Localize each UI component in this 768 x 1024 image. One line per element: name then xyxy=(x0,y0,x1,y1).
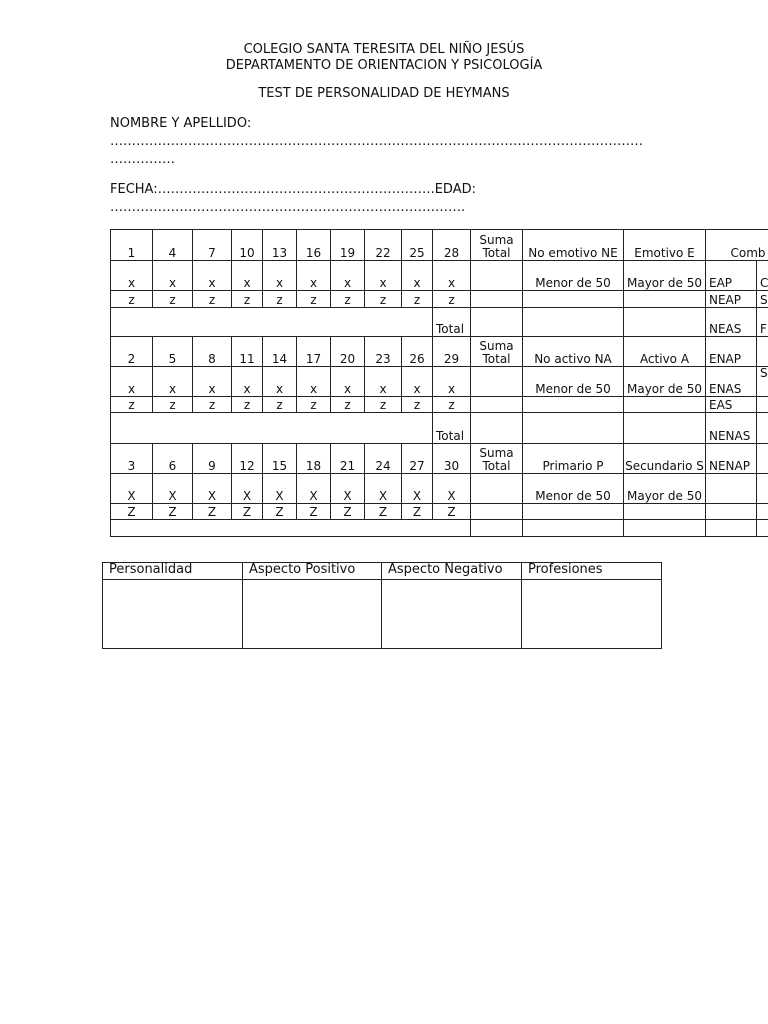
question-number: 6 xyxy=(153,444,193,474)
z-mark[interactable]: Z xyxy=(232,504,263,520)
z-mark[interactable]: z xyxy=(153,291,193,308)
z-mark[interactable]: z xyxy=(263,291,297,308)
x-mark[interactable]: x xyxy=(297,367,331,397)
block1-z-row xyxy=(111,291,768,308)
x-mark[interactable]: X xyxy=(232,474,263,504)
emotivo-header: Emotivo E xyxy=(624,230,706,261)
z-mark[interactable]: Z xyxy=(193,504,232,520)
aspecto-negativo-header: Aspecto Negativo xyxy=(382,563,522,580)
name-label: NOMBRE Y APELLIDO: xyxy=(110,116,252,131)
z-mark[interactable]: Z xyxy=(263,504,297,520)
empty-cell xyxy=(757,474,768,504)
block2-x-row xyxy=(111,367,768,397)
block2-number-row xyxy=(111,337,768,367)
question-number: 26 xyxy=(402,337,433,367)
block1-x-row xyxy=(111,261,768,291)
suma-total-header: Suma Total xyxy=(471,444,523,474)
z-mark[interactable]: z xyxy=(331,291,365,308)
question-number: 7 xyxy=(193,230,232,261)
block1-total-row xyxy=(111,308,768,337)
x-mark[interactable]: X xyxy=(111,474,153,504)
x-mark[interactable]: x xyxy=(153,367,193,397)
question-number: 21 xyxy=(331,444,365,474)
x-mark[interactable]: x xyxy=(402,367,433,397)
x-mark[interactable]: x xyxy=(331,367,365,397)
empty-cell[interactable] xyxy=(523,291,624,308)
z-mark[interactable]: z xyxy=(232,397,263,413)
question-number: 17 xyxy=(297,337,331,367)
combo-edge: S xyxy=(757,367,768,397)
combo-edge: C xyxy=(757,261,768,291)
suma-cell[interactable] xyxy=(471,291,523,308)
x-mark[interactable]: x xyxy=(232,261,263,291)
suma-cell[interactable] xyxy=(471,261,523,291)
empty-cell xyxy=(757,520,768,537)
suma-total-header: Suma Total xyxy=(471,337,523,367)
z-mark[interactable]: Z xyxy=(331,504,365,520)
empty-cell[interactable] xyxy=(624,504,706,520)
question-number: 19 xyxy=(331,230,365,261)
question-number: 30 xyxy=(433,444,471,474)
combo-edge: S xyxy=(757,291,768,308)
school-name: COLEGIO SANTA TERESITA DEL NIÑO JESÚS xyxy=(243,42,525,57)
block2-total-row xyxy=(111,413,768,444)
z-mark[interactable]: Z xyxy=(402,504,433,520)
question-number: 22 xyxy=(365,230,402,261)
combination-header: Comb xyxy=(706,230,768,261)
z-mark[interactable]: z xyxy=(331,397,365,413)
question-number: 27 xyxy=(402,444,433,474)
z-mark[interactable]: z xyxy=(193,397,232,413)
blank-span xyxy=(111,413,433,444)
question-number: 24 xyxy=(365,444,402,474)
fecha-edad-line[interactable]: FECHA:……………………………………………………….EDAD: xyxy=(110,182,476,197)
aspecto-positivo-header: Aspecto Positivo xyxy=(243,563,382,580)
z-mark[interactable]: z xyxy=(263,397,297,413)
z-mark[interactable]: z xyxy=(193,291,232,308)
no-activo-header: No activo NA xyxy=(523,337,624,367)
question-number: 13 xyxy=(263,230,297,261)
suma-cell[interactable] xyxy=(471,397,523,413)
z-mark[interactable]: z xyxy=(433,397,471,413)
question-number: 3 xyxy=(111,444,153,474)
x-mark[interactable]: x xyxy=(365,367,402,397)
z-mark[interactable]: z xyxy=(111,291,153,308)
empty-cell[interactable] xyxy=(624,397,706,413)
no-emotivo-header: No emotivo NE xyxy=(523,230,624,261)
empty-cell xyxy=(706,474,757,504)
menor-de-50: Menor de 50 xyxy=(523,367,624,397)
menor-de-50: Menor de 50 xyxy=(523,474,624,504)
z-mark[interactable]: z xyxy=(402,291,433,308)
empty-cell xyxy=(757,444,768,474)
combo-enas: ENAS xyxy=(706,367,757,397)
primario-header: Primario P xyxy=(523,444,624,474)
suma-cell[interactable] xyxy=(471,367,523,397)
total-cell[interactable] xyxy=(471,520,523,537)
profesiones-header: Profesiones xyxy=(522,563,662,580)
total-label: Total xyxy=(433,413,471,444)
profile-table xyxy=(102,562,662,649)
total-cell[interactable] xyxy=(471,413,523,444)
x-mark[interactable]: x xyxy=(402,261,433,291)
combo-nenas: NENAS xyxy=(706,413,757,444)
x-mark[interactable]: x xyxy=(365,261,402,291)
aspecto-negativo-cell[interactable] xyxy=(382,580,522,649)
x-mark[interactable]: x xyxy=(193,261,232,291)
blank-span xyxy=(111,520,471,537)
question-number: 15 xyxy=(263,444,297,474)
empty-cell xyxy=(706,520,757,537)
blank-span xyxy=(111,308,433,337)
empty-cell xyxy=(757,413,768,444)
x-mark[interactable]: X xyxy=(297,474,331,504)
test-title: TEST DE PERSONALIDAD DE HEYMANS xyxy=(258,86,510,101)
empty-cell xyxy=(757,397,768,413)
total-cell[interactable] xyxy=(471,308,523,337)
personalidad-header: Personalidad xyxy=(103,563,243,580)
profile-header-row xyxy=(103,563,662,580)
z-mark[interactable]: z xyxy=(365,291,402,308)
z-mark[interactable]: z xyxy=(232,291,263,308)
z-mark[interactable]: z xyxy=(365,397,402,413)
combo-edge: F xyxy=(757,308,768,337)
x-mark[interactable]: X xyxy=(331,474,365,504)
z-mark[interactable]: z xyxy=(433,291,471,308)
block3-total-row xyxy=(111,520,768,537)
department-name: DEPARTAMENTO DE ORIENTACION Y PSICOLOGÍA xyxy=(225,58,543,73)
aspecto-positivo-cell[interactable] xyxy=(243,580,382,649)
question-number: 14 xyxy=(263,337,297,367)
empty-cell[interactable] xyxy=(624,520,706,537)
z-mark[interactable]: Z xyxy=(433,504,471,520)
combo-eap: EAP xyxy=(706,261,757,291)
z-mark[interactable]: Z xyxy=(111,504,153,520)
x-mark[interactable]: x xyxy=(297,261,331,291)
z-mark[interactable]: Z xyxy=(297,504,331,520)
x-mark[interactable]: X xyxy=(193,474,232,504)
score-table xyxy=(110,229,768,537)
empty-cell xyxy=(706,504,757,520)
suma-cell[interactable] xyxy=(471,474,523,504)
z-mark[interactable]: z xyxy=(297,397,331,413)
x-mark[interactable]: x xyxy=(232,367,263,397)
x-mark[interactable]: X xyxy=(263,474,297,504)
x-mark[interactable]: x xyxy=(111,367,153,397)
question-number: 10 xyxy=(232,230,263,261)
block3-number-row xyxy=(111,444,768,474)
combo-neas: NEAS xyxy=(706,308,757,337)
x-mark[interactable]: x xyxy=(263,261,297,291)
name-dots-line-1[interactable]: …………………………………………………………………………………………………………… xyxy=(110,134,643,149)
edad-dots-line[interactable]: ………………………………………………………………………. xyxy=(110,200,466,215)
question-number: 29 xyxy=(433,337,471,367)
x-mark[interactable]: X xyxy=(433,474,471,504)
x-mark[interactable]: x xyxy=(263,367,297,397)
suma-total-header: Suma Total xyxy=(471,230,523,261)
question-number: 9 xyxy=(193,444,232,474)
question-number: 2 xyxy=(111,337,153,367)
z-mark[interactable]: Z xyxy=(365,504,402,520)
question-number: 18 xyxy=(297,444,331,474)
question-number: 11 xyxy=(232,337,263,367)
total-label: Total xyxy=(433,308,471,337)
menor-de-50: Menor de 50 xyxy=(523,261,624,291)
block2-z-row xyxy=(111,397,768,413)
question-number: 5 xyxy=(153,337,193,367)
x-mark[interactable]: x xyxy=(331,261,365,291)
combo-nenap: NENAP xyxy=(706,444,757,474)
empty-cell[interactable] xyxy=(523,504,624,520)
mayor-de-50: Mayor de 50 xyxy=(624,261,706,291)
empty-cell[interactable] xyxy=(523,397,624,413)
question-number: 23 xyxy=(365,337,402,367)
combo-eas: EAS xyxy=(706,397,757,413)
question-number: 12 xyxy=(232,444,263,474)
mayor-de-50: Mayor de 50 xyxy=(624,474,706,504)
empty-cell[interactable] xyxy=(523,413,624,444)
secundario-header: Secundario S xyxy=(624,444,706,474)
x-mark[interactable]: X xyxy=(153,474,193,504)
question-number: 4 xyxy=(153,230,193,261)
block3-z-row xyxy=(111,504,768,520)
empty-cell[interactable] xyxy=(523,520,624,537)
x-mark[interactable]: x xyxy=(433,367,471,397)
empty-cell[interactable] xyxy=(624,291,706,308)
x-mark[interactable]: X xyxy=(402,474,433,504)
x-mark[interactable]: X xyxy=(365,474,402,504)
x-mark[interactable]: x xyxy=(433,261,471,291)
mayor-de-50: Mayor de 50 xyxy=(624,367,706,397)
name-dots-line-2[interactable]: …………… xyxy=(110,152,175,167)
z-mark[interactable]: z xyxy=(402,397,433,413)
question-number: 20 xyxy=(331,337,365,367)
combo-enap: ENAP xyxy=(706,337,757,367)
empty-cell xyxy=(757,504,768,520)
x-mark[interactable]: x xyxy=(193,367,232,397)
x-mark[interactable]: x xyxy=(111,261,153,291)
empty-cell[interactable] xyxy=(523,308,624,337)
personalidad-cell[interactable] xyxy=(103,580,243,649)
z-mark[interactable]: z xyxy=(297,291,331,308)
empty-cell[interactable] xyxy=(624,308,706,337)
block3-x-row xyxy=(111,474,768,504)
question-number: 1 xyxy=(111,230,153,261)
z-mark[interactable]: z xyxy=(111,397,153,413)
z-mark[interactable]: z xyxy=(153,397,193,413)
suma-cell[interactable] xyxy=(471,504,523,520)
z-mark[interactable]: Z xyxy=(153,504,193,520)
question-number: 8 xyxy=(193,337,232,367)
question-number: 16 xyxy=(297,230,331,261)
combo-neap: NEAP xyxy=(706,291,757,308)
profile-entry-row xyxy=(103,580,662,649)
empty-cell xyxy=(757,337,768,367)
question-number: 25 xyxy=(402,230,433,261)
profesiones-cell[interactable] xyxy=(522,580,662,649)
empty-cell[interactable] xyxy=(624,413,706,444)
x-mark[interactable]: x xyxy=(153,261,193,291)
activo-header: Activo A xyxy=(624,337,706,367)
question-number: 28 xyxy=(433,230,471,261)
block1-number-row xyxy=(111,230,768,261)
